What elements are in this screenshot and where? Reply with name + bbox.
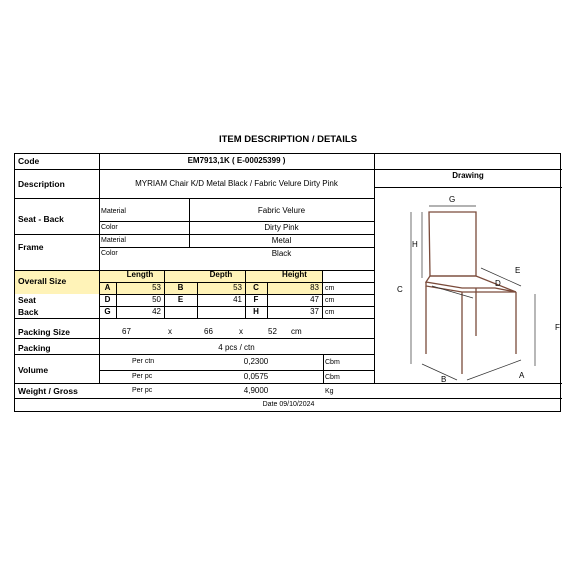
packing-width: 66 [204, 327, 213, 336]
letter-d: D [495, 279, 501, 288]
back-unit: cm [325, 309, 335, 316]
dim-b-value: 53 [233, 283, 242, 292]
seat-unit: cm [325, 297, 335, 304]
frame-material-label: Material [101, 237, 126, 244]
letter-c: C [397, 285, 403, 294]
length-header: Length [126, 270, 154, 279]
weight-per-pc-label: Per pc [132, 387, 153, 394]
seat-back-material-label: Material [101, 208, 126, 215]
letter-e: E [515, 266, 521, 275]
seat-back-color-label: Color [101, 224, 118, 231]
packing-unit: cm [291, 327, 302, 336]
weight-label: Weight / Gross [18, 386, 78, 396]
frame-color: Black [271, 249, 292, 258]
description-label: Description [18, 179, 65, 189]
chair-backrest [429, 212, 476, 276]
volume-unit-pc: Cbm [325, 374, 340, 381]
spec-sheet [14, 153, 561, 412]
packing-x2: x [239, 327, 243, 336]
dim-h-letter: H [253, 307, 259, 316]
drawing-label: Drawing [452, 171, 484, 180]
packing-length: 67 [122, 327, 131, 336]
packing-size-label: Packing Size [18, 327, 70, 337]
dim-b-letter: B [177, 283, 184, 292]
dim-e-letter: E [177, 295, 184, 304]
dim-c-letter: C [253, 283, 259, 292]
dim-c-value: 83 [310, 283, 319, 292]
letter-a: A [519, 371, 525, 380]
frame-color-label: Color [101, 250, 118, 257]
letter-f: F [555, 323, 560, 332]
dim-a-letter: A [104, 283, 111, 292]
seat-back-label: Seat - Back [18, 214, 64, 224]
seat-label: Seat [18, 295, 36, 305]
frame-label: Frame [18, 242, 44, 252]
code-label: Code [18, 156, 40, 166]
weight-unit: Kg [325, 388, 334, 395]
dim-g-letter: G [104, 307, 111, 316]
dim-g-value: 42 [152, 307, 161, 316]
dim-h-value: 37 [310, 307, 319, 316]
code-value: EM7913,1K ( E-00025399 ) [187, 156, 286, 165]
seat-back-material: Fabric Velure [257, 206, 306, 215]
dim-d-value: 50 [152, 295, 161, 304]
overall-unit: cm [325, 285, 335, 292]
packing-height: 52 [268, 327, 277, 336]
chair-drawing [375, 188, 561, 382]
letter-b: B [441, 375, 447, 382]
chair-seat [426, 276, 516, 292]
dim-d-letter: D [104, 295, 111, 304]
dim-f-letter: F [253, 295, 259, 304]
packing-x1: x [168, 327, 172, 336]
seat-back-color: Dirty Pink [264, 223, 299, 232]
height-header: Height [282, 270, 307, 279]
back-label: Back [18, 307, 39, 317]
dim-f-value: 47 [310, 295, 319, 304]
letter-h: H [412, 240, 418, 249]
letter-g: G [449, 195, 456, 204]
dim-e-value: 41 [233, 295, 242, 304]
overall-size-label: Overall Size [18, 276, 67, 286]
weight-value: 4,9000 [243, 386, 269, 395]
depth-header: Depth [209, 270, 233, 279]
volume-label: Volume [18, 365, 49, 375]
document-title: ITEM DESCRIPTION / DETAILS [218, 134, 358, 145]
frame-material: Metal [271, 236, 292, 245]
volume-per-pc-label: Per pc [132, 373, 153, 380]
description-value: MYRIAM Chair K/D Metal Black / Fabric Velure Dirty Pink [135, 179, 338, 188]
dim-a-value: 53 [152, 283, 161, 292]
volume-per-pc: 0,0575 [243, 372, 269, 381]
packing-value: 4 pcs / ctn [218, 343, 255, 352]
volume-per-ctn-label: Per ctn [132, 358, 155, 365]
volume-per-ctn: 0,2300 [243, 357, 269, 366]
date-stamp: Date 09/10/2024 [262, 401, 315, 408]
volume-unit-ctn: Cbm [325, 359, 340, 366]
packing-label: Packing [18, 343, 51, 353]
